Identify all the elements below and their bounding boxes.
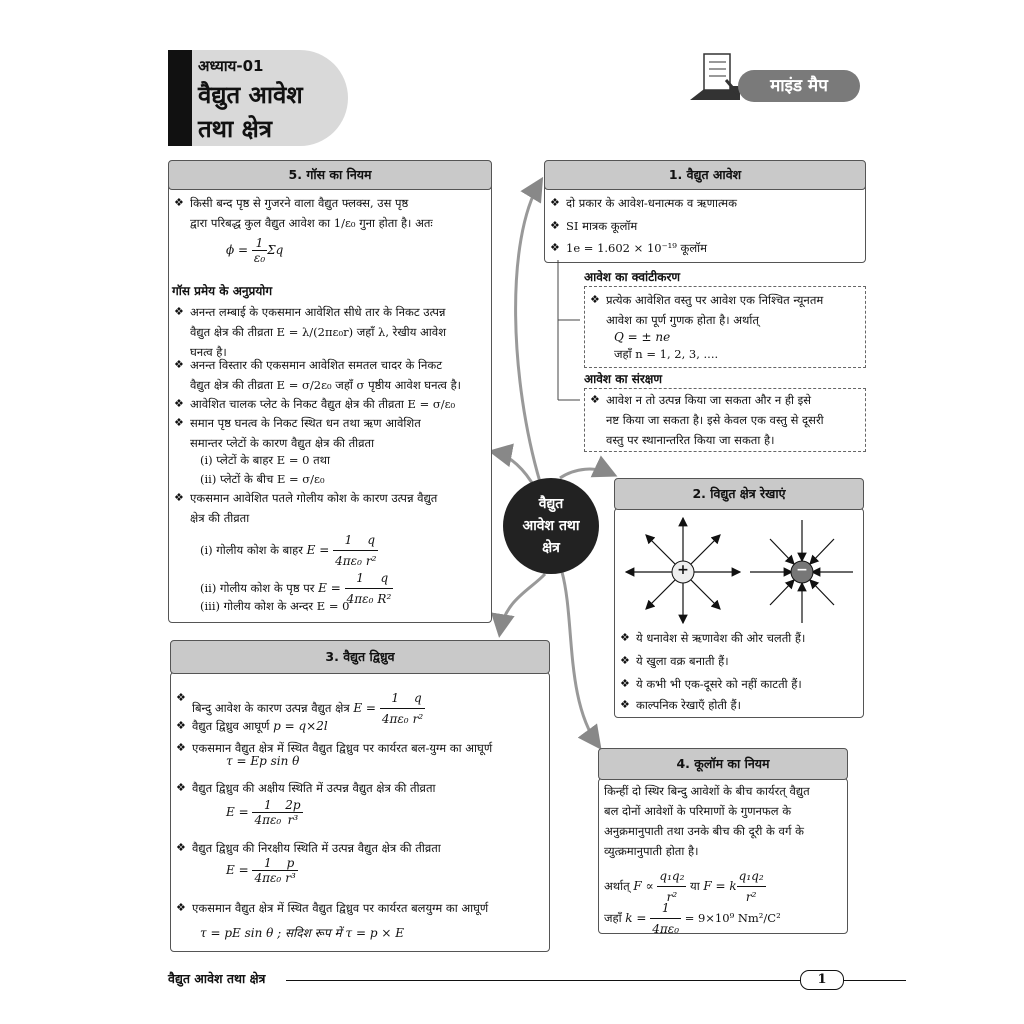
field-line-fact-4: ❖ काल्पनिक रेखाएँ होती हैं। [620,695,876,715]
conservation-text: ❖ आवेश न तो उत्पन्न किया जा सकता और न ही इसे नष्ट किया जा सकता है। इसे केवल एक वस्तु से दूसरी वस्तु पर स्थानान्तरित किया जा सकता है। [590,390,876,450]
quantization-n: जहाँ n = 1, 2, 3, .... [614,347,719,361]
conservation-title: आवेश का संरक्षण [584,372,663,386]
dipole-point-field: ❖ बिन्दु आवेश के कारण उत्पन्न वैद्युत क्षेत्र E = $\frac{1}{\text{4πε₀}}$ $\frac{q}{\text{r²}}$ [176,688,558,729]
quantization-formula: Q = ± ne [614,330,671,344]
negative-charge-sign: − [796,562,808,578]
dipole-moment: ❖ वैद्युत द्विध्रुव आघूर्ण p = q×2l [176,716,558,736]
quantization-title: आवेश का क्वांटीकरण [584,270,681,284]
positive-charge-sign: + [677,562,689,578]
field-line-fact-2: ❖ ये खुला वक्र बनाती हैं। [620,651,876,671]
page-number: 1 [800,970,844,990]
gauss-app-sheet: ❖ अनन्त विस्तार की एकसमान आवेशित समतल चादर के निकट वैद्युत क्षेत्र की तीव्रता E = σ/2ε₀ जहाँ σ पृष्ठीय आवेश घनत्व है। [174,355,500,395]
coulomb-title: 4. कूलॉम का नियम [598,748,848,780]
gauss-law-title: 5. गॉस का नियम [168,160,492,190]
field-line-fact-1: ❖ ये धनावेश से ऋणावेश की ओर चलती हैं। [620,628,876,648]
field-lines-title: 2. विद्युत क्षेत्र रेखाएं [614,478,864,510]
quantization-text: ❖ प्रत्येक आवेशित वस्तु पर आवेश एक निश्चित न्यूनतम आवेश का पूर्ण गुणक होता है। अर्थात् [590,290,876,330]
dipole-equatorial-field: ❖ वैद्युत द्विध्रुव की निरक्षीय स्थिति में उत्पन्न वैद्युत क्षेत्र की तीव्रता [176,838,558,858]
dipole-axial-formula: E = $\frac{1}{\text{4πε₀}}$ $\frac{2p}{\text{r³}}$ [226,798,301,827]
electron-charge: ❖ 1e = 1.602 × 10⁻¹⁹ कूलॉम [550,238,874,258]
gauss-applications-title: गॉस प्रमेय के अनुप्रयोग [172,284,273,298]
dipole-couple-formula: τ = pE sin θ ; सदिश रूप में τ = p × E [200,926,404,940]
dipole-title: 3. वैद्युत द्विध्रुव [170,640,550,674]
electric-charge-title: 1. वैद्युत आवेश [544,160,866,190]
dipole-equatorial-formula: E = $\frac{1}{\text{4πε₀}}$ $\frac{p}{\text{r³}}$ [226,856,296,885]
gauss-statement: ❖ किसी बन्द पृष्ठ से गुजरने वाला वैद्युत फ्लक्स, उस पृष्ठ द्वारा परिबद्ध कुल वैद्युत आवेश का 1/ε₀ गुना होता है। अतः [174,193,500,233]
gauss-shell-outside: (i) गोलीय कोश के बाहर E = $\frac{1}{\text{4πε₀}}$ $\frac{q}{\text{r²}}$ [200,530,378,571]
gauss-app-shell: ❖ एकसमान आवेशित पतले गोलीय कोश के कारण उत्पन्न वैद्युत क्षेत्र की तीव्रता [174,488,500,528]
dipole-torque: ❖ एकसमान वैद्युत क्षेत्र में स्थित वैद्युत द्विध्रुव पर कार्यरत बल-युग्म का आघूर्ण [176,738,558,758]
coulomb-statement: किन्हीं दो स्थिर बिन्दु आवेशों के बीच कार्यरत् वैद्युत बल दोनों आवेशों के परिमाणों के गुणनफल के अनुक्रमानुपाती तथा उनके बीच की दूरी के वर्ग के व्युत्क्रमानुपाती होता है। [604,784,810,858]
mind-map-label: माइंड मैप [738,70,860,102]
coulomb-proportional: अर्थात् F ∝ $\frac{\text{q₁q₂}}{\text{r²}}$ या F = k $\frac{\text{q₁q₂}}{\text{r²}}$ [604,866,766,907]
gauss-formula: ϕ = $\frac{1}{\text{ε₀}}$ Σq [226,236,284,265]
dipole-couple: ❖ एकसमान वैद्युत क्षेत्र में स्थित वैद्युत द्विध्रुव पर कार्यरत बलयुग्म का आघूर्ण [176,898,558,918]
chapter-number: अध्याय-01 [198,57,264,75]
dipole-torque-formula: τ = Ep sin θ [226,754,300,768]
dipole-axial-field: ❖ वैद्युत द्विध्रुव की अक्षीय स्थिति में उत्पन्न वैद्युत क्षेत्र की तीव्रता [176,778,558,798]
charge-si-unit: ❖ SI मात्रक कूलॉम [550,216,874,236]
gauss-shell-inside: (iii) गोलीय कोश के अन्दर E = 0 [200,599,350,613]
footer-text: वैद्युत आवेश तथा क्षेत्र [168,971,266,986]
coulomb-constant: जहाँ k = $\frac{1}{\text{4πε₀}}$ = 9×10⁹ Nm²/C² [604,898,781,939]
chapter-title: वैद्युत आवेश तथा क्षेत्र [198,81,303,143]
gauss-parallel-between: (ii) प्लेटों के बीच E = σ/ε₀ [200,472,325,486]
gauss-app-wire: ❖ अनन्त लम्बाई के एकसमान आवेशित सीधे तार के निकट उत्पन्न वैद्युत क्षेत्र की तीव्रता E = λ/(2πε₀r) जहाँ λ, रेखीय आवेश घनत्व है। [174,302,500,362]
gauss-app-parallel: ❖ समान पृष्ठ घनत्व के निकट स्थित धन तथा ऋण आवेशित समान्तर प्लेटों के कारण वैद्युत क्षेत्र की तीव्रता [174,413,500,453]
gauss-shell-surface: (ii) गोलीय कोश के पृष्ठ पर E = $\frac{1}{\text{4πε₀}}$ $\frac{q}{\text{R²}}$ [200,568,393,609]
charge-types: ❖ दो प्रकार के आवेश-धनात्मक व ऋणात्मक [550,193,874,213]
field-lines-diagram [620,515,860,625]
center-topic: वैद्युत आवेश तथा क्षेत्र [503,478,599,574]
gauss-parallel-outside: (i) प्लेटों के बाहर E = 0 तथा [200,453,330,467]
gauss-app-plate: ❖ आवेशित चालक प्लेट के निकट वैद्युत क्षेत्र की तीव्रता E = σ/ε₀ [174,394,500,414]
field-line-fact-3: ❖ ये कभी भी एक-दूसरे को नहीं काटती हैं। [620,674,876,694]
